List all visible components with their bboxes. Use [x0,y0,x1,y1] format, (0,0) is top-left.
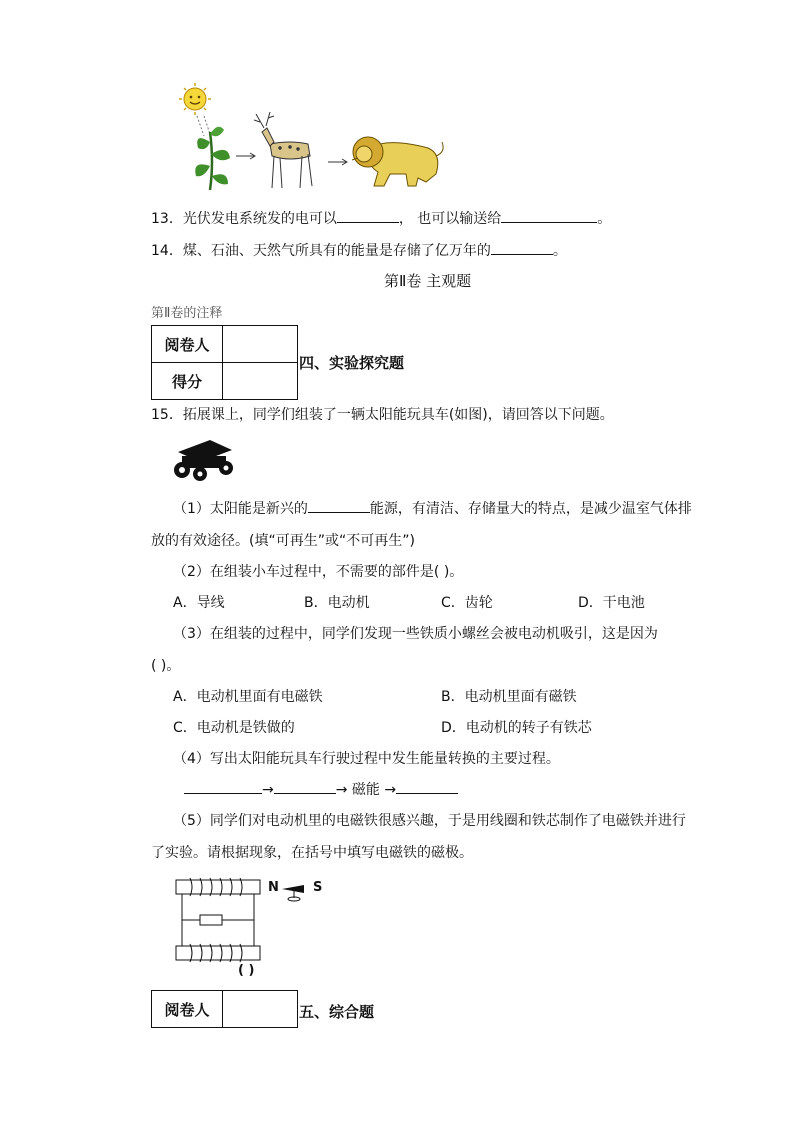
question-text: 煤、石油、天然气所具有的能量是存储了亿万年的 [182,243,491,259]
section-title: 四、实验探究题 [299,354,405,372]
sub-question-1-cont: 放的有效途径。(填“可再生”或“不可再生”) [151,533,415,549]
question-number: 14． [151,243,183,259]
question-text: ， 也可以输送给 [398,211,502,227]
question-15-stem [151,404,614,424]
answer-blank[interactable] [337,208,399,223]
grader-cell[interactable] [223,326,298,363]
arrow-text: → [262,782,274,798]
deer-icon [254,112,312,188]
answer-blank[interactable] [274,779,336,794]
arrow-icon [236,153,255,159]
option-c[interactable]: C．电动机是铁做的 [173,720,295,736]
part-title: 第Ⅱ卷 主观题 [384,272,472,290]
compass-n-label: N [268,880,279,895]
grader-table [151,325,298,400]
question-13 [151,208,611,228]
option-a[interactable]: A．电动机里面有电磁铁 [173,689,323,705]
sunlight-arrows [197,116,210,136]
section-title: 五、综合题 [299,1003,375,1021]
solar-car-icon [170,434,238,482]
part-note: 第Ⅱ卷的注释 [151,306,223,321]
option-b[interactable]: B．电动机 [304,595,370,611]
grader-table [151,990,298,1028]
energy-chain [184,779,458,799]
compass-needle-icon [280,882,308,904]
sub-question-4: （4）写出太阳能玩具车行驶过程中发生能量转换的主要过程。 [173,751,560,767]
question-text: 。 [552,243,567,259]
score-cell[interactable] [223,363,298,400]
answer-blank[interactable] [184,779,262,794]
option-a[interactable]: A．导线 [173,595,225,611]
lion-icon [352,137,443,186]
option-d[interactable]: D．电动机的转子有铁芯 [441,720,592,736]
question-number: 13． [151,211,183,227]
question-number: 15． [151,407,183,423]
grader-label: 阅卷人 [152,991,223,1028]
answer-blank[interactable] [491,240,553,255]
option-b[interactable]: B．电动机里面有磁铁 [441,689,577,705]
answer-blank[interactable] [308,498,370,513]
sub-question-5: （5）同学们对电动机里的电磁铁很感兴趣，于是用线圈和铁芯制作了电磁铁并进行 [173,813,686,829]
sun-icon [179,83,211,115]
option-c[interactable]: C．齿轮 [441,595,493,611]
sub-question-3-cont: ( )。 [151,658,181,674]
pole-answer-bracket[interactable]: ( ) [238,963,255,978]
arrow-text: → 磁能 → [335,782,397,798]
score-label: 得分 [152,363,223,400]
question-text: 光伏发电系统发的电可以 [182,211,337,227]
electromagnet-diagram [170,874,270,966]
grader-cell[interactable] [223,991,298,1028]
question-text: 能源，有清洁、存储量大的特点，是减少温室气体排 [369,501,692,517]
question-text: 拓展课上，同学们组装了一辆太阳能玩具车(如图)，请回答以下问题。 [182,407,614,423]
grader-label: 阅卷人 [152,326,223,363]
arrow-icon [328,159,347,165]
question-text: 。 [597,211,612,227]
plant-icon [195,127,230,190]
option-d[interactable]: D．干电池 [578,595,645,611]
compass-s-label: S [313,880,323,895]
sub-question-3: （3）在组装的过程中，同学们发现一些铁质小螺丝会被电动机吸引，这是因为 [173,626,658,642]
sub-question-1 [173,498,692,518]
question-14 [151,240,567,260]
food-chain-illustration [170,82,445,194]
sub-question-2: （2）在组装小车过程中，不需要的部件是( )。 [173,564,464,580]
question-text: （1）太阳能是新兴的 [173,501,308,517]
sub-question-5-cont: 了实验。请根据现象，在括号中填写电磁铁的磁极。 [151,845,473,861]
answer-blank[interactable] [501,208,597,223]
answer-blank[interactable] [396,779,458,794]
